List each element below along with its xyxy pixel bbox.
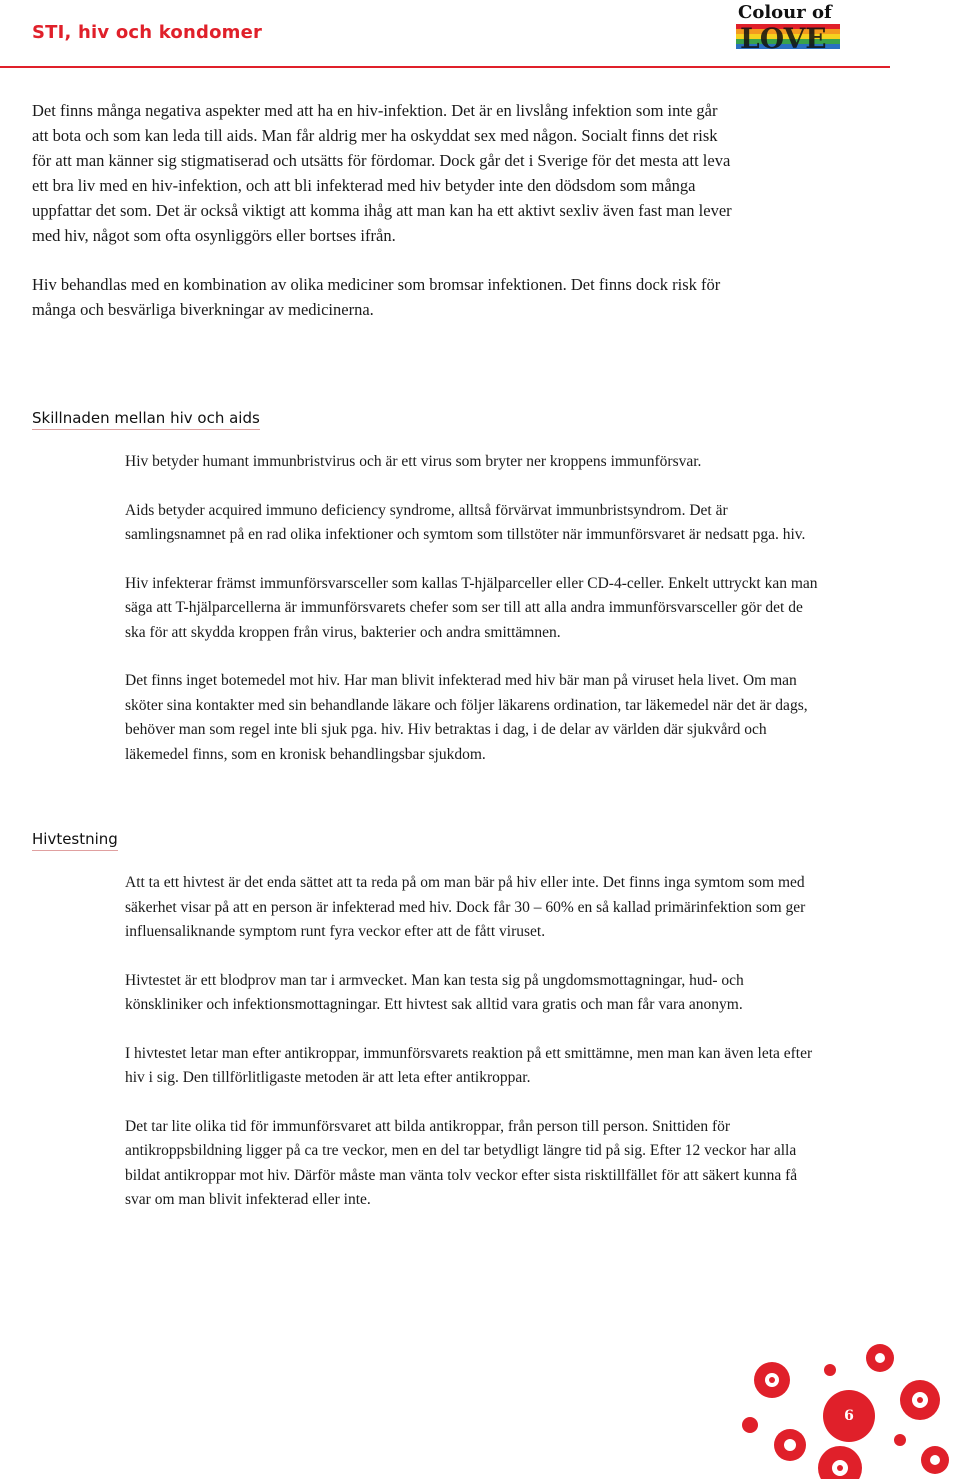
section-hiv-aids-body: [125, 450, 825, 791]
intro-text: [32, 98, 732, 322]
page-header-title: STI, hiv och kondomer: [32, 22, 263, 43]
paragraph: Hiv infekterar främst immunförsvarsceller som kallas T-hjälparceller eller CD-4-celler. Enkelt uttryckt kan man säga att T-hjälparcellerna är immunförsvarets chefer som ser till att alla andra immunförsvarsceller gör det de ska för att skydda kroppen från virus, bakterier och andra smittämnen.: [125, 574, 818, 641]
paragraph: Hiv betyder humant immunbristvirus och är ett virus som bryter ner kroppens immunförsvar.: [125, 453, 702, 470]
paragraph: Att ta ett hivtest är det enda sättet att ta reda på om man bär på hiv eller inte. Det finns inga symtom som med säkerhet visar på att en person är infekterad med hiv. Dock får 30 – 60% en så kallad primärinfektion som ger influensaliknande symptom runt fyra veckor efter att de fått viruset.: [125, 874, 806, 940]
page-number: 6: [823, 1390, 875, 1442]
section-hivtestning-body: [125, 871, 825, 1237]
paragraph: Hivtestet är ett blodprov man tar i armvecket. Man kan testa sig på ungdomsmottagningar, hud- och könskliniker och infektionsmottagningar. Ett hivtest sak alltid vara gratis och man får vara anonym.: [125, 971, 744, 1013]
section-heading-hiv-aids: Skillnaden mellan hiv och aids: [32, 409, 260, 430]
paragraph: Det tar lite olika tid för immunförsvaret att bilda antikroppar, från person till person. Snittiden för antikroppsbildning ligger på ca tre veckor, men en del tar betydligt längre tid på sig. Efter 12 veckor har alla bildat antikroppar mot hiv. Därför måste man vänta tolv veckor efter sista risktillfället för att säkert kunna få svar om man blivit infekterad eller inte.: [125, 1117, 798, 1208]
svg-text:Colour of: Colour of: [738, 2, 832, 23]
header-divider: [0, 66, 890, 68]
colour-of-love-logo: [732, 0, 844, 54]
paragraph: I hivtestet letar man efter antikroppar, immunförsvarets reaktion på ett smittämne, men man kan även leta efter hiv i sig. Den tillförlitligaste metoden är att leta efter antikroppar.: [125, 1044, 813, 1086]
intro-paragraph-2: Hiv behandlas med en kombination av olika mediciner som bromsar infektionen. Det finns dock risk för många och besvärliga biverkningar av medicinerna.: [32, 275, 721, 319]
svg-text:LOVE: LOVE: [740, 22, 827, 54]
paragraph: Det finns inget botemedel mot hiv. Har man blivit infekterad med hiv bär man på viruset hela livet. Om man sköter sina kontakter med sin behandlande läkare och följer läkarens ordination, tar läkemedel när det är dags, behöver man som regel inte bli sjuk pga. hiv. Hiv betraktas i dag, i de delar av världen där sjukvård och läkemedel finns, som en kronisk behandlingsbar sjukdom.: [125, 672, 808, 763]
section-heading-hivtestning: Hivtestning: [32, 830, 118, 851]
paragraph: Aids betyder acquired immuno deficiency syndrome, alltså förvärvat immunbristsyndrom. Det är samlingsnamnet på en rad olika infektioner och symtom som tillstöter när immunförsvaret är nedsatt pga. hiv.: [125, 501, 806, 543]
intro-paragraph-1: Det finns många negativa aspekter med att ha en hiv-infektion. Det är en livslång infektion som inte går att bota och som kan leda till aids. Man får aldrig mer ha oskyddat sex med någon. Socialt finns det risk för att man känner sig stigmatiserad och utsätts för fördomar. Dock går det i Sverige för det mesta att leva ett bra liv med en hiv-infektion, och att bli infekterad med hiv betyder inte den dödsdom som många uppfattar det som. Det är också viktigt att komma ihåg att man kan ha ett aktivt sexliv även fast man lever med hiv, något som ofta osynliggörs eller bortses ifrån.: [32, 101, 732, 245]
